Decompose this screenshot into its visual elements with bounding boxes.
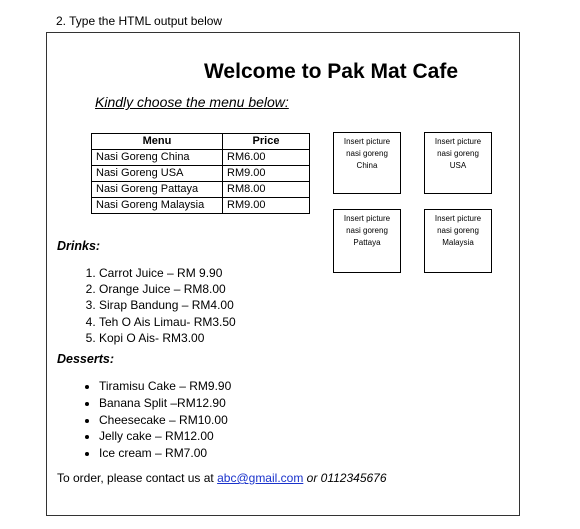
menu-cell: Nasi Goreng Pattaya <box>92 182 223 198</box>
page-title: Welcome to Pak Mat Cafe <box>203 60 459 83</box>
picture-placeholder-usa <box>424 132 492 194</box>
list-item: 3. Sirap Bandung – RM4.00 <box>99 297 236 313</box>
placeholder-line: China <box>356 161 378 170</box>
menu-column-header: Menu <box>92 134 223 150</box>
desserts-heading: Desserts: <box>57 352 114 366</box>
placeholder-line: nasi goreng <box>346 149 388 158</box>
list-item: 1. Carrot Juice – RM 9.90 <box>99 265 236 281</box>
list-item: • Tiramisu Cake – RM9.90 <box>99 378 231 395</box>
list-item: 5. Kopi O Ais- RM3.00 <box>99 330 236 346</box>
list-item: • Jelly cake – RM12.00 <box>99 428 231 445</box>
list-item: 4. Teh O Ais Limau- RM3.50 <box>99 314 236 330</box>
picture-placeholder-malaysia <box>424 209 492 273</box>
email-link[interactable]: abc@gmail.com <box>217 471 304 485</box>
placeholder-line: Insert picture <box>343 137 391 146</box>
placeholder-line: nasi goreng <box>437 149 479 158</box>
table-row <box>92 182 310 198</box>
placeholder-line: Insert picture <box>434 137 482 146</box>
instruction-text: 2. Type the HTML output below <box>56 14 223 28</box>
contact-line <box>57 471 387 485</box>
list-item: • Banana Split –RM12.90 <box>99 395 231 412</box>
placeholder-line: USA <box>449 161 467 170</box>
drinks-list <box>75 265 236 346</box>
list-item: 2. Orange Juice – RM8.00 <box>99 281 236 297</box>
placeholder-line: nasi goreng <box>437 226 479 235</box>
price-column-header: Price <box>223 134 310 150</box>
placeholder-line: Malaysia <box>442 238 474 247</box>
desserts-list <box>75 378 231 462</box>
placeholder-line: Insert picture <box>343 214 391 223</box>
picture-placeholder-pattaya <box>333 209 401 273</box>
price-cell: RM8.00 <box>223 182 310 198</box>
menu-cell: Nasi Goreng China <box>92 150 223 166</box>
placeholder-line: Insert picture <box>434 214 482 223</box>
placeholder-line: Pattaya <box>353 238 381 247</box>
price-cell: RM6.00 <box>223 150 310 166</box>
table-header-row <box>92 134 310 150</box>
price-cell: RM9.00 <box>223 166 310 182</box>
table-row <box>92 198 310 214</box>
price-cell: RM9.00 <box>223 198 310 214</box>
list-item: • Cheesecake – RM10.00 <box>99 412 231 429</box>
contact-phone: or 0112345676 <box>303 471 387 485</box>
placeholder-line: nasi goreng <box>346 226 388 235</box>
table-row <box>92 150 310 166</box>
picture-placeholder-china <box>333 132 401 194</box>
menu-cell: Nasi Goreng Malaysia <box>92 198 223 214</box>
table-row <box>92 166 310 182</box>
list-item: • Ice cream – RM7.00 <box>99 445 231 462</box>
output-frame <box>46 32 520 516</box>
menu-table <box>91 133 310 214</box>
contact-prefix: To order, please contact us at <box>57 471 218 485</box>
menu-cell: Nasi Goreng USA <box>92 166 223 182</box>
drinks-heading: Drinks: <box>57 239 101 253</box>
menu-subtitle: Kindly choose the menu below: <box>95 94 289 110</box>
